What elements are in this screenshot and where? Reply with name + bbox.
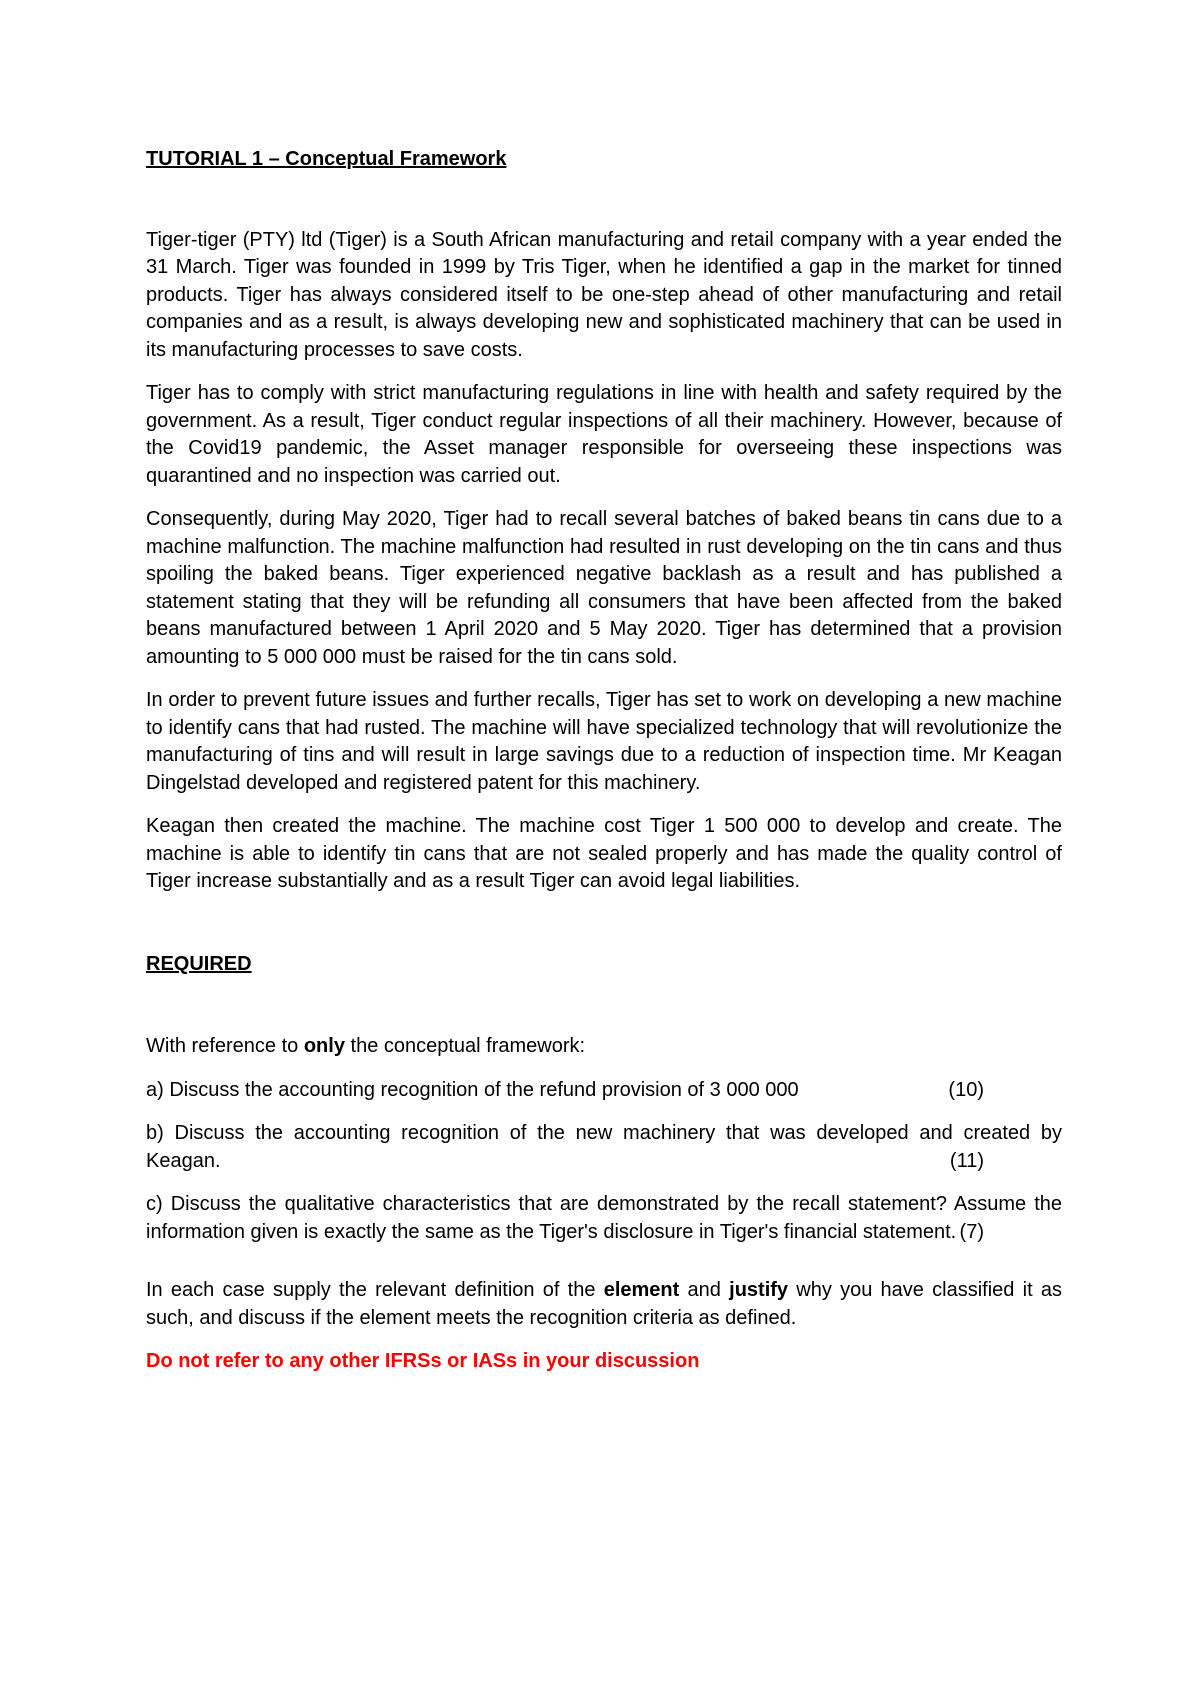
required-heading: REQUIRED (146, 952, 252, 975)
paragraph-regulations: Tiger has to comply with strict manufacturing regulations in line with health and safety required by the government. As a result, Tiger conduct regular inspections of all their machinery. However, because of the Covid19 pandemic, the Asset manager responsible for overseeing these inspections was quarantined and no inspection was carried out. (146, 382, 1062, 487)
question-c-text: c) Discuss the qualitative characteristics that are demonstrated by the recall statement? Assume the information given is exactly the same as the Tiger's disclosure in Tiger's financial statement. (146, 1193, 1062, 1243)
document-content (146, 146, 1062, 1376)
instruction-text-3: why you have classified it as such, and discuss if the element meets the recognition criteria as defined. (146, 1279, 1063, 1329)
instruction-paragraph (146, 1277, 1062, 1332)
required-intro (146, 1033, 1062, 1061)
instruction-text-2: and (679, 1279, 730, 1301)
instruction-bold-element: element (603, 1279, 680, 1301)
question-b-text: b) Discuss the accounting recognition of the new machinery that was developed and created by Keagan. (146, 1122, 1062, 1172)
intro-text-before: With reference to (146, 1035, 304, 1057)
question-b-marks: (11) (949, 1149, 984, 1172)
question-b (146, 1120, 1062, 1175)
paragraph-new-machine: In order to prevent future issues and further recalls, Tiger has set to work on developing a new machine to identify cans that had rusted. The machine will have specialized technology that will revolutionize the manufacturing of tins and will result in large savings due to a reduction of inspection time. Mr Keagan Dingelstad developed and registered patent for this machinery. (146, 689, 1062, 794)
intro-text-after: the conceptual framework: (344, 1035, 586, 1057)
question-c (146, 1191, 1062, 1246)
paragraph-recall: Consequently, during May 2020, Tiger had to recall several batches of baked beans tin cans due to a machine malfunction. The machine malfunction had resulted in rust developing on the tin cans and thus spoiling the baked beans. Tiger experienced negative backlash as a result and has published a statement stating that they will be refunding all consumers that have been affected from the baked beans manufactured between 1 April 2020 and 5 May 2020. Tiger has determined that a provision amounting to 5 000 000 must be raised for the tin cans sold. (146, 508, 1062, 668)
question-a-marks: (10) (948, 1078, 984, 1101)
intro-bold-only: only (303, 1035, 345, 1057)
question-a (146, 1077, 1062, 1105)
instruction-text-1: In each case supply the relevant definition of the (146, 1279, 604, 1301)
document-title: TUTORIAL 1 – Conceptual Framework (146, 148, 507, 170)
warning-text: Do not refer to any other IFRSs or IASs in your discussion (146, 1350, 700, 1372)
question-a-text: a) Discuss the accounting recognition of the refund provision of 3 000 000 (146, 1078, 799, 1101)
paragraph-machine-cost: Keagan then created the machine. The machine cost Tiger 1 500 000 to develop and create. The machine is able to identify tin cans that are not sealed properly and has made the quality control of Tiger increase substantially and as a result Tiger can avoid legal liabilities. (146, 815, 1062, 892)
paragraph-company-background: Tiger-tiger (PTY) ltd (Tiger) is a South African manufacturing and retail company with a year ended the 31 March. Tiger was founded in 1999 by Tris Tiger, when he identified a gap in the market for tinned products. Tiger has always considered itself to be one-step ahead of other manufacturing and retail companies and as a result, is always developing new and sophisticated machinery that can be used in its manufacturing processes to save costs. (146, 228, 1062, 361)
instruction-bold-justify: justify (729, 1279, 789, 1301)
question-c-marks: (7) (959, 1220, 984, 1243)
